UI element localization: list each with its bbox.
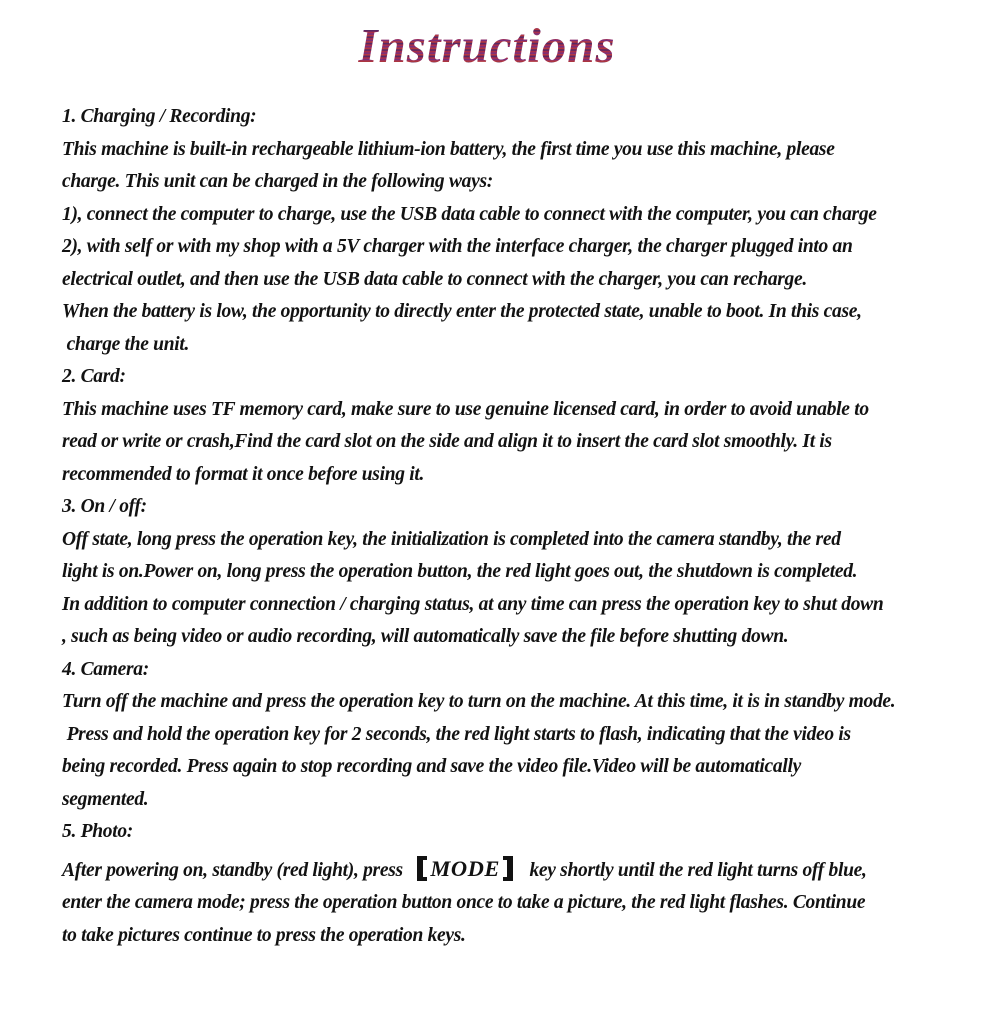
- text-line: After powering on, standby (red light), press MODE key shortly until the red light turns off blue,: [62, 855, 867, 881]
- text-line: segmented.: [62, 788, 149, 810]
- text-line: This machine is built-in rechargeable lithium-ion battery, the first time you use this machine, please: [62, 138, 835, 160]
- text-line: enter the camera mode; press the operation button once to take a picture, the red light flashes. Continue: [62, 892, 866, 914]
- instructions-body: [62, 101, 962, 952]
- text-line: recommended to format it once before using it.: [62, 463, 425, 485]
- text-line: 1. Charging / Recording:: [62, 106, 257, 128]
- text-line: charge. This unit can be charged in the following ways:: [62, 171, 493, 193]
- text-line: light is on.Power on, long press the operation button, the red light goes out, the shutdown is completed.: [62, 561, 858, 583]
- text-line: electrical outlet, and then use the USB data cable to connect with the charger, you can recharge.: [62, 268, 807, 290]
- text-line: 5. Photo:: [62, 821, 133, 843]
- mode-key-label: MODE: [430, 855, 500, 881]
- text-line: 1), connect the computer to charge, use the USB data cable to connect with the computer, you can charge: [62, 203, 877, 225]
- text-line: In addition to computer connection / charging status, at any time can press the operation key to shut down: [62, 593, 884, 615]
- right-lenticular-bracket-icon: [503, 856, 513, 881]
- text-line: 2. Card:: [62, 366, 126, 388]
- text-line: being recorded. Press again to stop recording and save the video file.Video will be automatically: [62, 756, 801, 778]
- left-lenticular-bracket-icon: [417, 856, 427, 881]
- text-line: , such as being video or audio recording, will automatically save the file before shutting down.: [62, 626, 789, 648]
- page-title: Instructions: [0, 18, 988, 74]
- instruction-sheet: [0, 18, 1002, 1020]
- text-line: 4. Camera:: [62, 658, 149, 680]
- text-line: Off state, long press the operation key, the initialization is completed into the camera standby, the red: [62, 528, 841, 550]
- text-line: Press and hold the operation key for 2 seconds, the red light starts to flash, indicating that the video is: [62, 723, 851, 745]
- text-line: to take pictures continue to press the operation keys.: [62, 924, 466, 946]
- text-line: This machine uses TF memory card, make sure to use genuine licensed card, in order to avoid unable to: [62, 398, 869, 420]
- text-line: Turn off the machine and press the operation key to turn on the machine. At this time, it is in standby mode.: [62, 691, 896, 713]
- text-line: 3. On / off:: [62, 496, 147, 518]
- text-line: When the battery is low, the opportunity to directly enter the protected state, unable to boot. In this case,: [62, 301, 862, 323]
- text-line: 2), with self or with my shop with a 5V charger with the interface charger, the charger plugged into an: [62, 236, 853, 258]
- text-line: read or write or crash,Find the card slot on the side and align it to insert the card slot smoothly. It is: [62, 431, 832, 453]
- text-line: charge the unit.: [62, 333, 190, 355]
